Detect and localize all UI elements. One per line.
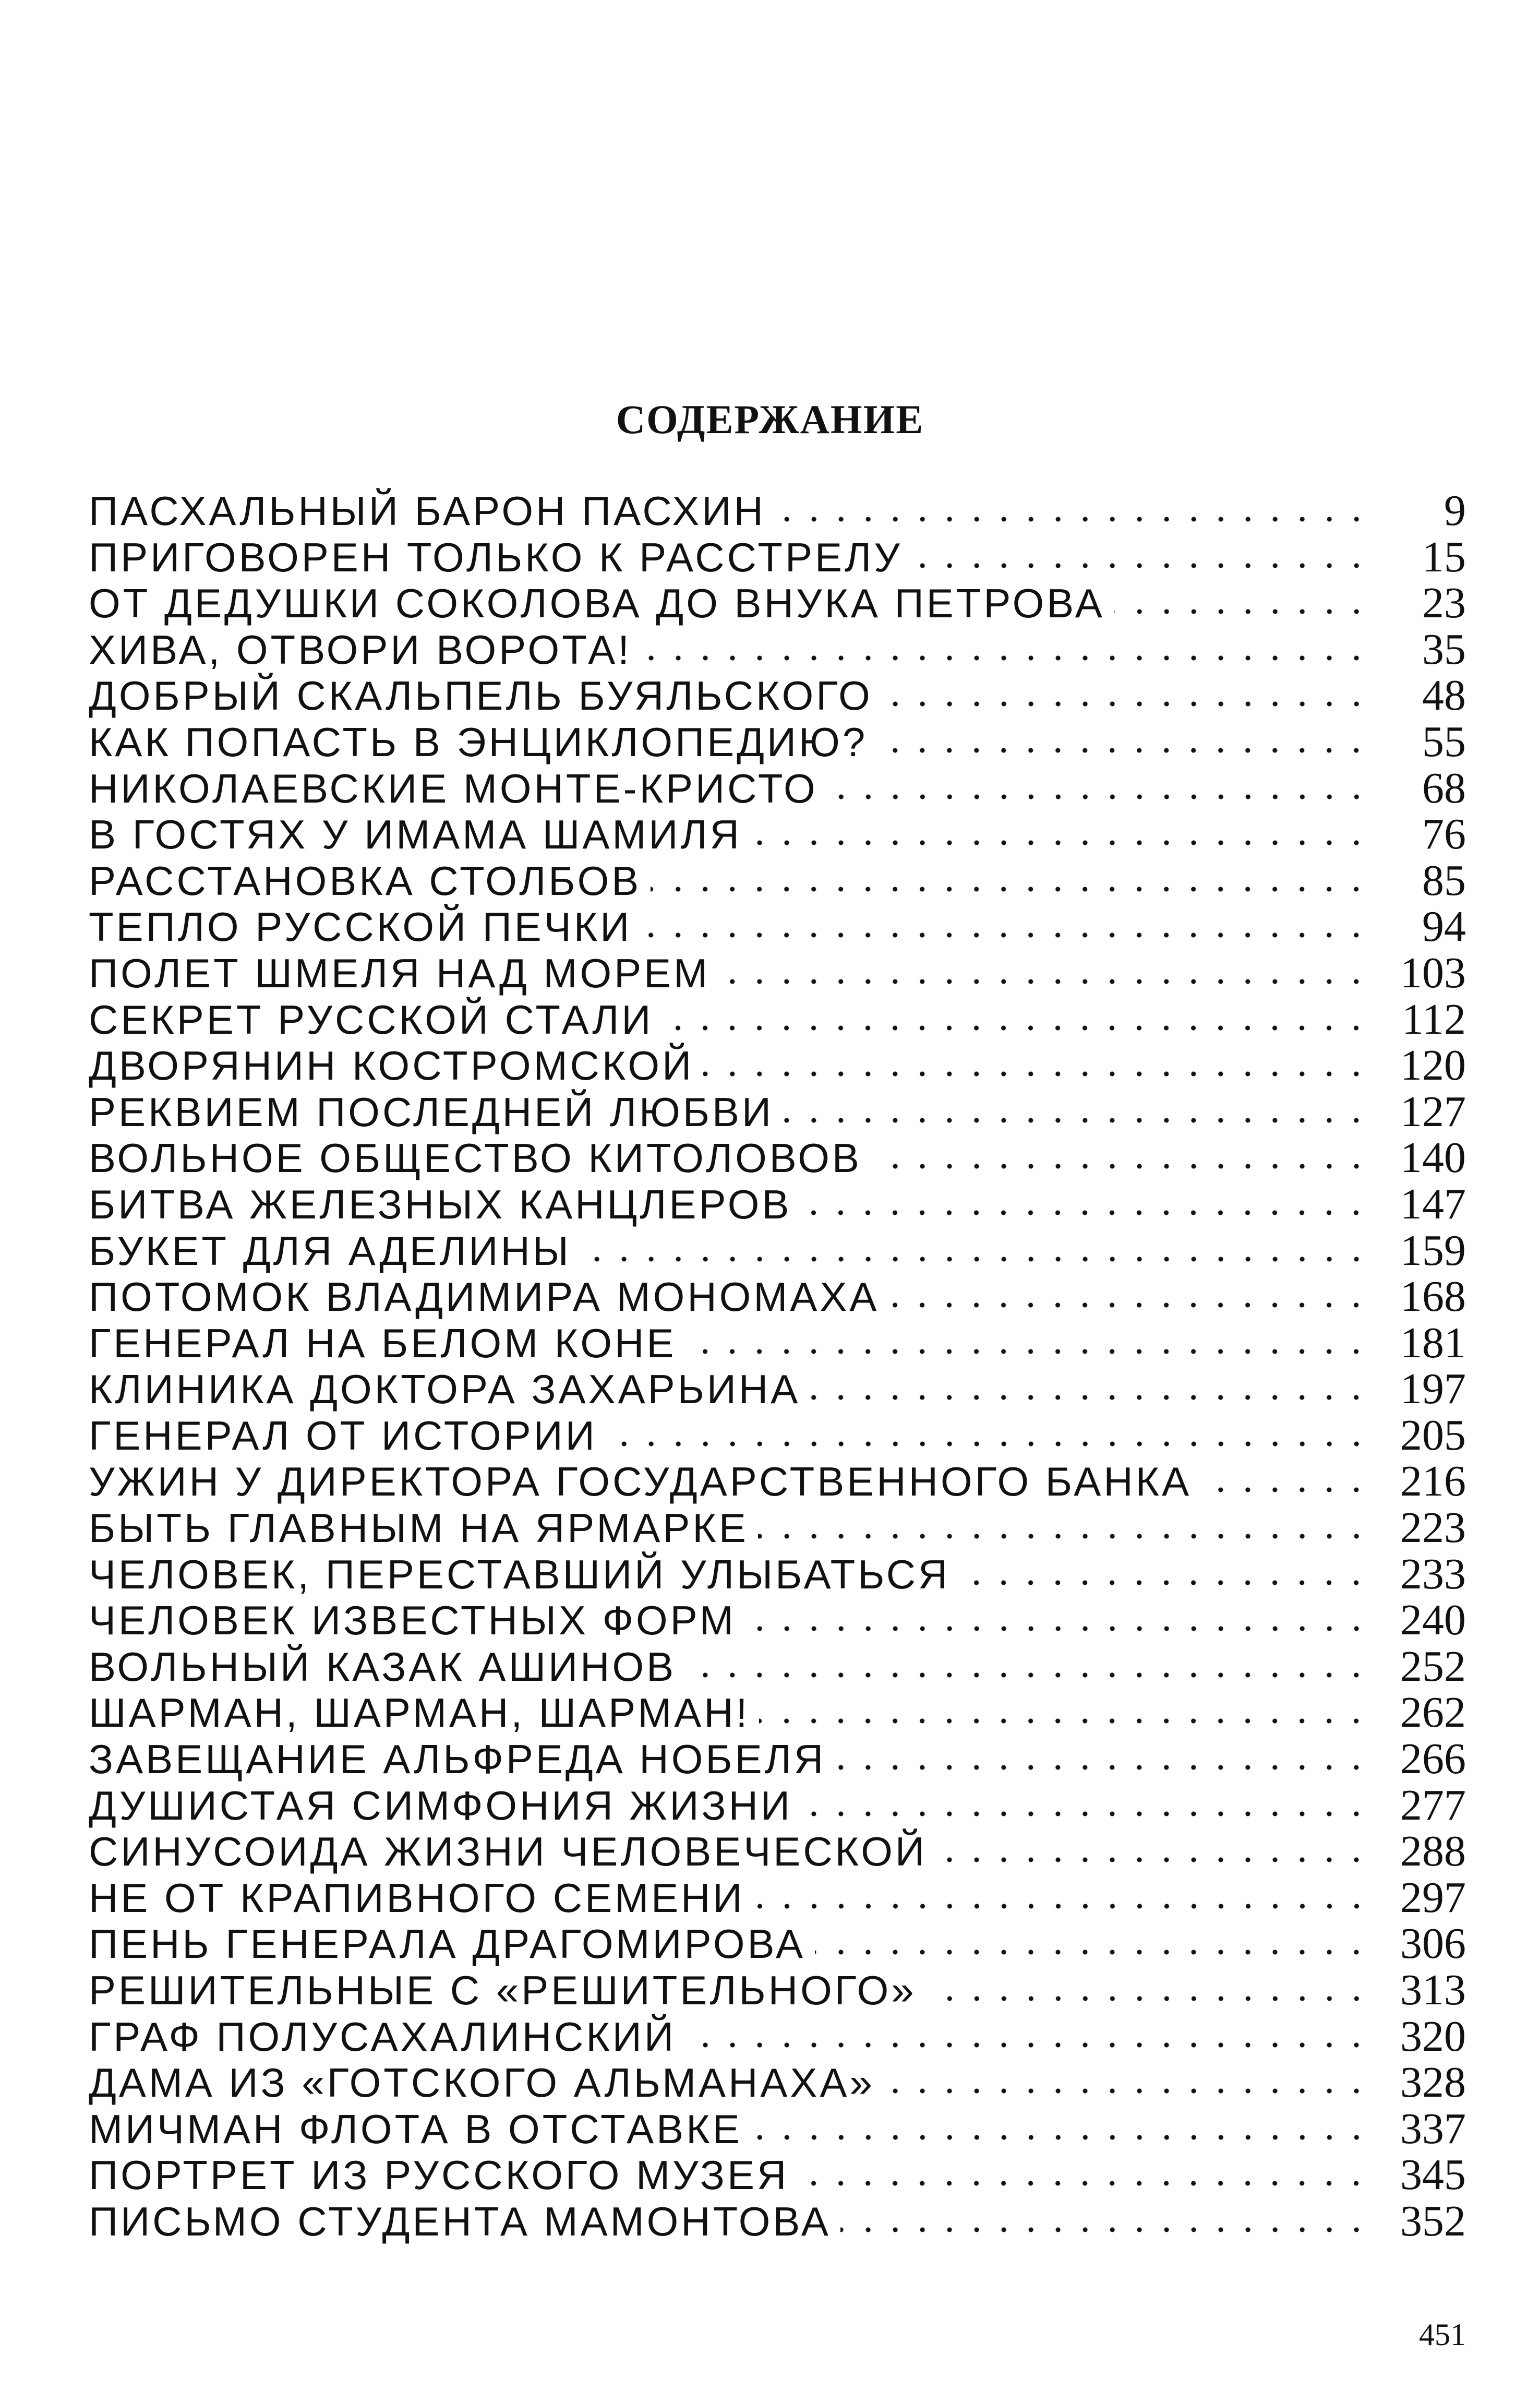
toc-entry xyxy=(89,1551,1466,1598)
table-of-contents xyxy=(89,488,1466,2245)
toc-entry-title: ТЕПЛО РУССКОЙ ПЕЧКИ xyxy=(89,904,632,950)
toc-entry-title: ШАРМАН, ШАРМАН, ШАРМАН! xyxy=(89,1690,750,1736)
toc-entry xyxy=(89,1366,1466,1413)
toc-entry-page-number: 159 xyxy=(1400,1227,1466,1274)
dot-leader xyxy=(840,2227,1370,2232)
toc-entry-page-number: 35 xyxy=(1422,626,1466,673)
dot-leader xyxy=(641,932,1370,938)
toc-entry xyxy=(89,1228,1466,1274)
toc-entry-title: ПЕНЬ ГЕНЕРАЛА ДРАГОМИРОВА xyxy=(89,1921,805,1967)
toc-entry xyxy=(89,673,1466,719)
toc-entry-title: КАК ПОПАСТЬ В ЭНЦИКЛОПЕДИЮ? xyxy=(89,719,868,765)
toc-entry-page-number: 306 xyxy=(1400,1921,1466,1967)
toc-entry-title: ЧЕЛОВЕК, ПЕРЕСТАВШИЙ УЛЫБАТЬСЯ xyxy=(89,1551,951,1597)
dot-leader xyxy=(810,1395,1370,1400)
toc-entry-title: ПОТОМОК ВЛАДИМИРА МОНОМАХА xyxy=(89,1274,880,1320)
dot-leader xyxy=(703,1071,1370,1077)
dot-leader xyxy=(783,1118,1370,1123)
toc-entry-page-number: 337 xyxy=(1400,2106,1466,2153)
toc-entry xyxy=(89,2060,1466,2106)
toc-entry-page-number: 266 xyxy=(1400,1736,1466,1783)
dot-leader xyxy=(663,1025,1370,1031)
dot-leader xyxy=(651,887,1370,892)
toc-entry-title: НИКОЛАЕВСКИЕ МОНТЕ-КРИСТО xyxy=(89,765,818,811)
toc-entry-title: УЖИН У ДИРЕКТОРА ГОСУДАРСТВЕННОГО БАНКА xyxy=(89,1458,1192,1505)
toc-entry xyxy=(89,534,1466,581)
toc-entry-title: РАССТАНОВКА СТОЛБОВ xyxy=(89,857,642,904)
toc-entry xyxy=(89,1320,1466,1367)
toc-entry xyxy=(89,2106,1466,2153)
toc-entry-title: СЕКРЕТ РУССКОЙ СТАЛИ xyxy=(89,996,654,1043)
toc-entry xyxy=(89,1413,1466,1459)
toc-entry-page-number: 313 xyxy=(1400,1967,1466,2014)
dot-leader xyxy=(827,794,1370,799)
toc-entry-page-number: 76 xyxy=(1422,811,1466,858)
dot-leader xyxy=(877,748,1370,753)
toc-entry-page-number: 94 xyxy=(1422,904,1466,950)
toc-entry xyxy=(89,1644,1466,1690)
toc-entry xyxy=(89,1828,1466,1875)
toc-entry-title: КЛИНИКА ДОКТОРА ЗАХАРЬИНА xyxy=(89,1366,801,1413)
toc-entry xyxy=(89,2198,1466,2245)
toc-entry-page-number: 15 xyxy=(1422,534,1466,581)
toc-entry-page-number: 168 xyxy=(1400,1274,1466,1320)
dot-leader xyxy=(798,2181,1370,2186)
toc-entry xyxy=(89,950,1466,997)
toc-entry-page-number: 112 xyxy=(1402,996,1466,1043)
dot-leader xyxy=(758,1534,1370,1539)
dot-leader xyxy=(581,1257,1370,1262)
toc-entry-page-number: 262 xyxy=(1400,1690,1466,1737)
toc-entry xyxy=(89,2014,1466,2060)
toc-entry-page-number: 9 xyxy=(1444,488,1466,534)
toc-entry-page-number: 140 xyxy=(1400,1135,1466,1181)
dot-leader xyxy=(884,2088,1370,2094)
dot-leader xyxy=(775,517,1370,522)
toc-entry-page-number: 223 xyxy=(1400,1505,1466,1551)
dot-leader xyxy=(752,2135,1370,2140)
toc-entry-page-number: 181 xyxy=(1400,1320,1466,1367)
toc-entry-title: ПОРТРЕТ ИЗ РУССКОГО МУЗЕЯ xyxy=(89,2152,789,2198)
toc-entry xyxy=(89,1597,1466,1644)
toc-entry-title: В ГОСТЯХ У ИМАМА ШАМИЛЯ xyxy=(89,811,742,858)
toc-entry xyxy=(89,997,1466,1043)
toc-entry xyxy=(89,1783,1466,1829)
toc-entry xyxy=(89,1505,1466,1551)
toc-entry xyxy=(89,719,1466,766)
dot-leader xyxy=(607,1441,1370,1446)
toc-entry xyxy=(89,580,1466,627)
toc-entry-page-number: 328 xyxy=(1400,2060,1466,2106)
dot-leader xyxy=(882,701,1370,707)
toc-entry-title: ПРИГОВОРЕН ТОЛЬКО К РАССТРЕЛУ xyxy=(89,534,903,580)
toc-entry-page-number: 297 xyxy=(1400,1874,1466,1921)
toc-entry xyxy=(89,811,1466,858)
toc-entry-title: ДУШИСТАЯ СИМФОНИЯ ЖИЗНИ xyxy=(89,1782,793,1828)
toc-entry-page-number: 103 xyxy=(1400,950,1466,997)
toc-entry-page-number: 240 xyxy=(1400,1597,1466,1644)
dot-leader xyxy=(959,1580,1370,1585)
toc-entry-title: НЕ ОТ КРАПИВНОГО СЕМЕНИ xyxy=(89,1874,745,1921)
dot-leader xyxy=(1201,1487,1370,1492)
toc-entry-title: ПАСХАЛЬНЫЙ БАРОН ПАСХИН xyxy=(89,488,766,534)
dot-leader xyxy=(754,1904,1370,1909)
toc-entry-title: ЧЕЛОВЕК ИЗВЕСТНЫХ ФОРМ xyxy=(89,1597,736,1644)
toc-entry xyxy=(89,1875,1466,1921)
toc-entry-page-number: 85 xyxy=(1422,857,1466,904)
toc-entry-title: ХИВА, ОТВОРИ ВОРОТА! xyxy=(89,626,632,673)
toc-entry-page-number: 55 xyxy=(1422,719,1466,766)
toc-entry xyxy=(89,904,1466,950)
toc-entry-title: СИНУСОИДА ЖИЗНИ ЧЕЛОВЕЧЕСКОЙ xyxy=(89,1828,927,1875)
toc-entry-title: ВОЛЬНОЕ ОБЩЕСТВО КИТОЛОВОВ xyxy=(89,1135,862,1181)
dot-leader xyxy=(888,1302,1370,1308)
dot-leader xyxy=(759,1718,1370,1724)
dot-leader xyxy=(835,1765,1370,1770)
dot-leader xyxy=(685,1672,1370,1678)
toc-entry-title: БЫТЬ ГЛАВНЫМ НА ЯРМАРКЕ xyxy=(89,1505,749,1551)
toc-entry-page-number: 147 xyxy=(1400,1181,1466,1228)
toc-entry-title: МИЧМАН ФЛОТА В ОТСТАВКЕ xyxy=(89,2106,742,2152)
toc-entry-page-number: 320 xyxy=(1400,2013,1466,2060)
toc-entry-title: ПОЛЕТ ШМЕЛЯ НАД МОРЕМ xyxy=(89,950,711,996)
toc-entry-page-number: 352 xyxy=(1400,2198,1466,2245)
dot-leader xyxy=(802,1811,1370,1816)
toc-entry xyxy=(89,1181,1466,1228)
toc-entry-page-number: 23 xyxy=(1422,580,1466,627)
toc-entry xyxy=(89,627,1466,673)
toc-entry xyxy=(89,1736,1466,1783)
toc-entry-title: БУКЕТ ДЛЯ АДЕЛИНЫ xyxy=(89,1227,571,1274)
dot-leader xyxy=(936,1857,1370,1862)
toc-entry-page-number: 252 xyxy=(1400,1643,1466,1690)
page-title: СОДЕРЖАНИЕ xyxy=(616,397,924,442)
toc-entry-page-number: 216 xyxy=(1400,1458,1466,1505)
dot-leader xyxy=(641,655,1370,661)
toc-entry xyxy=(89,858,1466,904)
toc-entry-page-number: 233 xyxy=(1400,1551,1466,1598)
toc-entry xyxy=(89,766,1466,812)
toc-entry-title: РЕШИТЕЛЬНЫЕ С «РЕШИТЕЛЬНОГО» xyxy=(89,1967,917,2013)
toc-entry-page-number: 48 xyxy=(1422,673,1466,719)
toc-entry xyxy=(89,1274,1466,1320)
toc-entry-title: ПИСЬМО СТУДЕНТА МАМОНТОВА xyxy=(89,2198,831,2244)
toc-entry-title: РЕКВИЕМ ПОСЛЕДНЕЙ ЛЮБВИ xyxy=(89,1089,774,1135)
dot-leader xyxy=(871,1164,1370,1169)
toc-entry xyxy=(89,1921,1466,1967)
toc-entry-page-number: 205 xyxy=(1400,1412,1466,1459)
dot-leader xyxy=(1114,609,1370,614)
dot-leader xyxy=(815,1950,1370,1955)
toc-entry xyxy=(89,488,1466,534)
dot-leader xyxy=(719,979,1370,984)
toc-entry-title: ДВОРЯНИН КОСТРОМСКОЙ xyxy=(89,1043,694,1089)
toc-entry-title: ДОБРЫЙ СКАЛЬПЕЛЬ БУЯЛЬСКОГО xyxy=(89,673,873,719)
toc-entry-page-number: 277 xyxy=(1400,1782,1466,1829)
toc-entry-title: ЗАВЕЩАНИЕ АЛЬФРЕДА НОБЕЛЯ xyxy=(89,1736,826,1783)
toc-entry-title: ОТ ДЕДУШКИ СОКОЛОВА ДО ВНУКА ПЕТРОВА xyxy=(89,580,1105,627)
dot-leader xyxy=(926,1996,1370,2001)
toc-entry xyxy=(89,1043,1466,1089)
toc-entry-title: ДАМА ИЗ «ГОТСКОГО АЛЬМАНАХА» xyxy=(89,2060,875,2106)
toc-entry-page-number: 68 xyxy=(1422,765,1466,812)
toc-entry xyxy=(89,1135,1466,1181)
dot-leader xyxy=(685,1349,1370,1354)
toc-entry-page-number: 127 xyxy=(1400,1089,1466,1135)
dot-leader xyxy=(685,2042,1370,2048)
toc-entry xyxy=(89,1967,1466,2014)
toc-entry-page-number: 120 xyxy=(1400,1043,1466,1089)
toc-entry-title: БИТВА ЖЕЛЕЗНЫХ КАНЦЛЕРОВ xyxy=(89,1181,792,1227)
toc-entry-title: ГРАФ ПОЛУСАХАЛИНСКИЙ xyxy=(89,2013,676,2060)
dot-leader xyxy=(745,1626,1370,1631)
toc-entry-title: ВОЛЬНЫЙ КАЗАК АШИНОВ xyxy=(89,1643,677,1690)
toc-entry xyxy=(89,1690,1466,1736)
toc-entry xyxy=(89,1458,1466,1505)
toc-entry-title: ГЕНЕРАЛ ОТ ИСТОРИИ xyxy=(89,1412,597,1458)
toc-entry-page-number: 345 xyxy=(1400,2152,1466,2198)
dot-leader xyxy=(801,1210,1370,1215)
toc-entry-page-number: 288 xyxy=(1400,1828,1466,1875)
toc-entry-page-number: 197 xyxy=(1400,1366,1466,1413)
dot-leader xyxy=(751,840,1370,845)
dot-leader xyxy=(912,563,1370,568)
toc-entry-title: ГЕНЕРАЛ НА БЕЛОМ КОНЕ xyxy=(89,1320,677,1366)
toc-entry xyxy=(89,1089,1466,1135)
toc-entry xyxy=(89,2152,1466,2198)
page-number: 451 xyxy=(1419,2317,1466,2352)
